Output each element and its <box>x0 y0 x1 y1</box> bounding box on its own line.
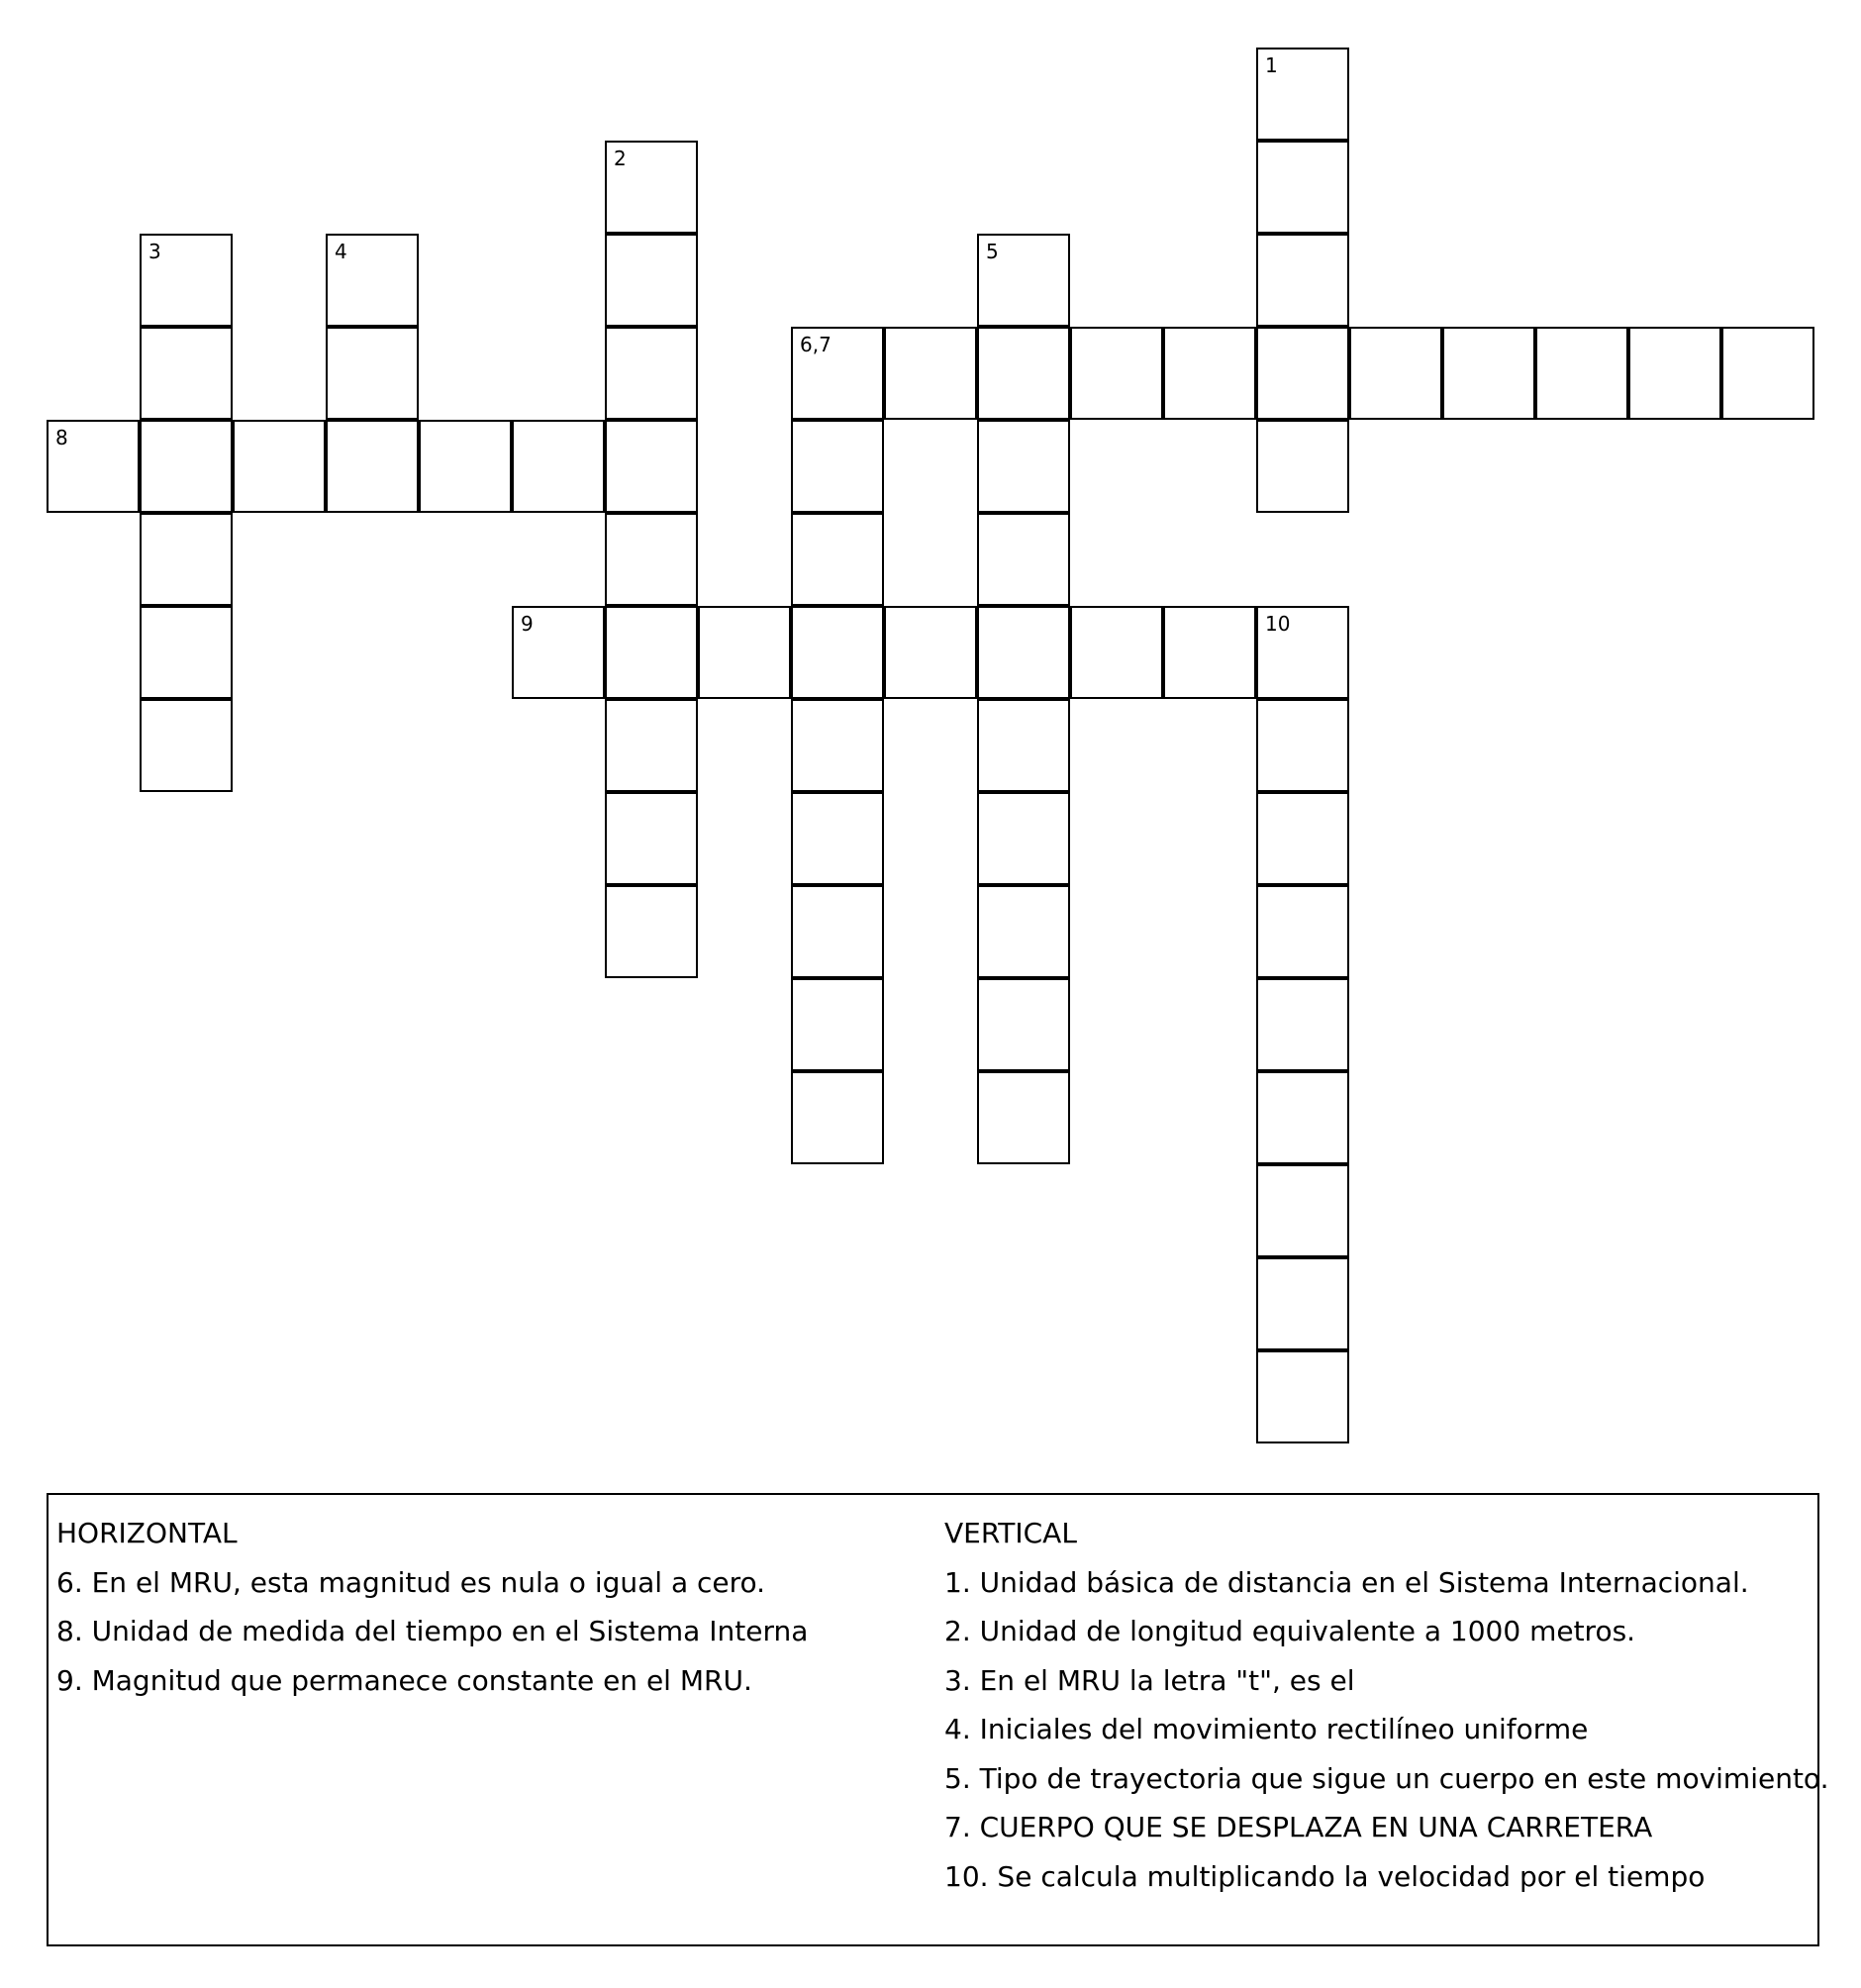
clue-vertical-2: 2. Unidad de longitud equivalente a 1000 metros. <box>944 1615 1636 1647</box>
crossword-cell[interactable] <box>1628 327 1721 420</box>
crossword-cell[interactable] <box>884 606 977 699</box>
clue-horizontal-8: 8. Unidad de medida del tiempo en el Sistema Interna <box>56 1615 809 1647</box>
crossword-cell[interactable] <box>1349 327 1442 420</box>
clue-number: 1 <box>1265 53 1278 77</box>
crossword-cell[interactable] <box>512 606 605 699</box>
crossword-cell[interactable] <box>605 513 698 606</box>
crossword-cell[interactable] <box>1070 327 1163 420</box>
clue-vertical-3: 3. En el MRU la letra "t", es el <box>944 1663 1355 1697</box>
crossword-cell[interactable] <box>140 513 233 606</box>
crossword-cell[interactable] <box>1163 327 1256 420</box>
crossword-cell[interactable] <box>605 885 698 978</box>
crossword-cell[interactable] <box>605 141 698 234</box>
crossword-cell[interactable] <box>1721 327 1814 420</box>
crossword-cell[interactable] <box>1256 1257 1349 1350</box>
clue-number: 4 <box>335 240 347 263</box>
clue-vertical-5: 5. Tipo de trayectoria que sigue un cuerpo en este movimiento. <box>944 1761 1829 1795</box>
crossword-cell[interactable] <box>884 327 977 420</box>
crossword-cell[interactable] <box>977 885 1070 978</box>
crossword-cell[interactable] <box>791 513 884 606</box>
crossword-cell[interactable] <box>140 327 233 420</box>
clue-horizontal-9: 9. Magnitud que permanece constante en el MRU. <box>56 1663 752 1697</box>
crossword-cell[interactable] <box>419 420 512 513</box>
clue-number: 6,7 <box>800 333 832 356</box>
crossword-cell[interactable] <box>791 792 884 885</box>
horizontal-clues-column <box>56 1509 928 1705</box>
clue-number: 10 <box>1265 612 1291 636</box>
crossword-cell[interactable] <box>1256 1164 1349 1257</box>
crossword-cell[interactable] <box>977 978 1070 1071</box>
clue-vertical-1: 1. Unidad básica de distancia en el Sistema Internacional. <box>944 1565 1749 1599</box>
crossword-cell[interactable] <box>1256 1071 1349 1164</box>
crossword-cell[interactable] <box>1256 606 1349 699</box>
crossword-cell[interactable] <box>1256 420 1349 513</box>
crossword-cell[interactable] <box>140 234 233 327</box>
crossword-cell[interactable] <box>1256 327 1349 420</box>
crossword-cell[interactable] <box>326 234 419 327</box>
crossword-cell[interactable] <box>1442 327 1535 420</box>
crossword-cell[interactable] <box>326 420 419 513</box>
crossword-cell[interactable] <box>326 327 419 420</box>
clues-panel <box>47 1493 1829 1946</box>
crossword-cell[interactable] <box>1256 978 1349 1071</box>
vertical-heading: VERTICAL <box>944 1517 1077 1549</box>
crossword-cell[interactable] <box>1256 48 1349 141</box>
crossword-cell[interactable] <box>1256 699 1349 792</box>
crossword-cell[interactable] <box>605 420 698 513</box>
crossword-cell[interactable] <box>140 606 233 699</box>
crossword-cell[interactable] <box>977 420 1070 513</box>
clue-number: 2 <box>614 147 627 170</box>
crossword-cell[interactable] <box>605 699 698 792</box>
crossword-cell[interactable] <box>1256 1350 1349 1443</box>
crossword-cell[interactable] <box>1535 327 1628 420</box>
clue-number: 5 <box>986 240 999 263</box>
crossword-cell[interactable] <box>512 420 605 513</box>
crossword-cell[interactable] <box>1256 141 1349 234</box>
clue-vertical-10: 10. Se calcula multiplicando la velocidad por el tiempo <box>944 1859 1706 1893</box>
crossword-cell[interactable] <box>977 699 1070 792</box>
crossword-cell[interactable] <box>977 234 1070 327</box>
clue-vertical-4: 4. Iniciales del movimiento rectilíneo uniforme <box>944 1713 1589 1745</box>
crossword-cell[interactable] <box>1256 234 1349 327</box>
crossword-cell[interactable] <box>791 327 884 420</box>
crossword-cell[interactable] <box>1070 606 1163 699</box>
crossword-cell[interactable] <box>1256 792 1349 885</box>
crossword-cell[interactable] <box>1256 885 1349 978</box>
clue-number: 3 <box>148 240 161 263</box>
crossword-cell[interactable] <box>605 606 698 699</box>
crossword-cell[interactable] <box>140 699 233 792</box>
crossword-cell[interactable] <box>605 234 698 327</box>
crossword-cell[interactable] <box>791 606 884 699</box>
clue-vertical-7: 7. CUERPO QUE SE DESPLAZA EN UNA CARRETERA <box>944 1811 1653 1843</box>
crossword-cell[interactable] <box>140 420 233 513</box>
crossword-cell[interactable] <box>977 606 1070 699</box>
clue-horizontal-6: 6. En el MRU, esta magnitud es nula o igual a cero. <box>56 1565 766 1599</box>
crossword-cell[interactable] <box>233 420 326 513</box>
crossword-cell[interactable] <box>977 327 1070 420</box>
crossword-cell[interactable] <box>977 1071 1070 1164</box>
crossword-cell[interactable] <box>977 513 1070 606</box>
crossword-cell[interactable] <box>47 420 140 513</box>
crossword-cell[interactable] <box>791 978 884 1071</box>
horizontal-heading: HORIZONTAL <box>56 1517 238 1549</box>
clue-number: 9 <box>521 612 534 636</box>
crossword-cell[interactable] <box>791 699 884 792</box>
crossword-cell[interactable] <box>698 606 791 699</box>
crossword-cell[interactable] <box>1163 606 1256 699</box>
crossword-cell[interactable] <box>791 885 884 978</box>
crossword-cell[interactable] <box>791 1071 884 1164</box>
crossword-cell[interactable] <box>977 792 1070 885</box>
crossword-cell[interactable] <box>605 327 698 420</box>
clue-number: 8 <box>55 426 68 449</box>
vertical-clues-column <box>944 1509 1829 1901</box>
crossword-cell[interactable] <box>791 420 884 513</box>
crossword-cell[interactable] <box>605 792 698 885</box>
